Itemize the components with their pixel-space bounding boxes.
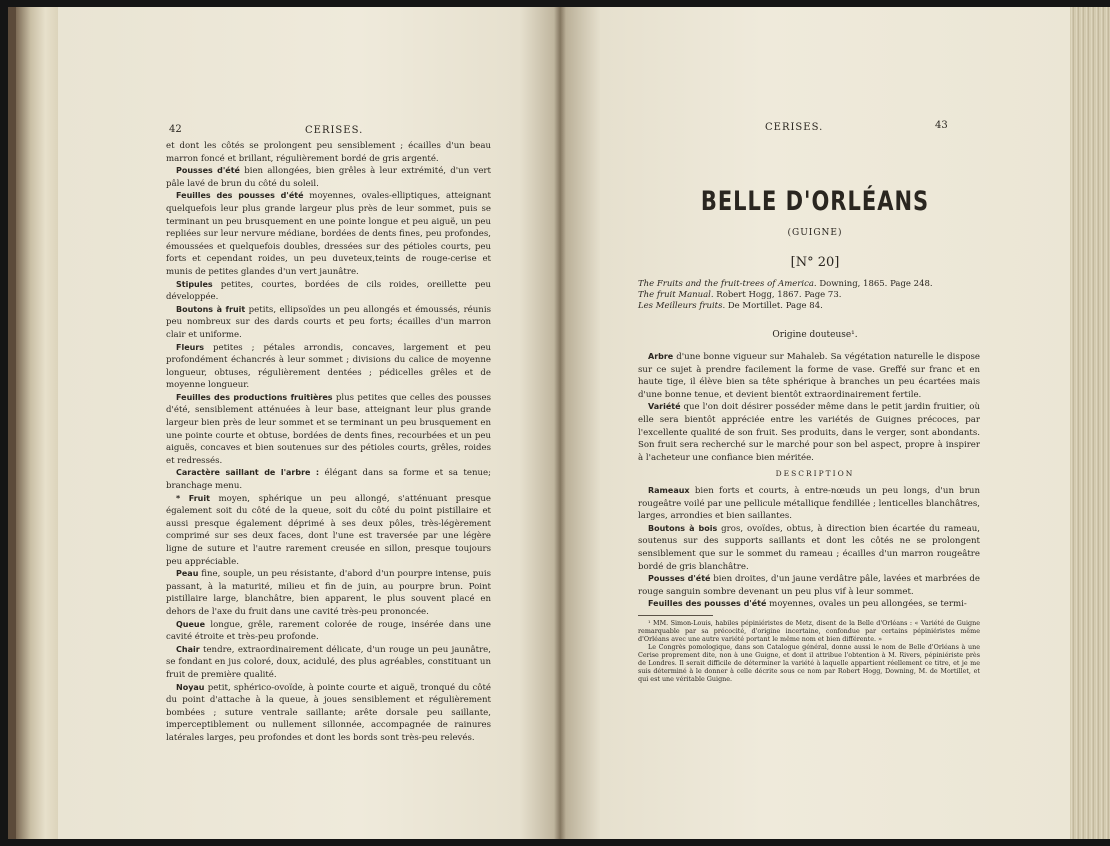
paragraph-label: Pousses d'été — [648, 574, 711, 584]
paragraph-label: Caractère saillant de l'arbre : — [176, 468, 320, 478]
paragraph — [638, 485, 980, 523]
paragraph-text: gros, ovoïdes, obtus, à direction bien écartée du rameau, soutenus sur des supports saillants et dont les côtés ne se prolongent sensiblement que sur le sommet du rameau ; écailles d'un marron rougeâtre bordé de gris blanchâtre. — [638, 523, 980, 572]
paragraph — [166, 682, 491, 745]
left-page-number: 42 — [169, 124, 182, 135]
paragraph-text: petits, ellipsoïdes un peu allongés et émoussés, réunis peu nombreux sur des dards courts et peu forts; écailles d'un marron clair et uniforme. — [166, 304, 491, 340]
paragraph-label: * Fruit — [176, 493, 210, 503]
paragraph — [638, 401, 980, 464]
paragraph-text: fine, souple, un peu résistante, d'abord d'un pourpre intense, puis passant, à la maturité, milieu et fin de juin, au pourpre brun. Point pistillaire large, blanchâtre, bien apparent, le plus souvent placé en dehors de l'axe du fruit dans une cavité très-peu prononcée. — [166, 569, 491, 617]
variety-title: BELLE D'ORLÉANS — [700, 186, 930, 216]
paragraph — [166, 467, 491, 492]
paragraph-text: moyennes, ovales-elliptiques, atteignant quelquefois leur plus grande largeur plus près de leur sommet, puis se terminant un peu brusquement en une pointe longue et peu aiguë, un peu repliées sur leur nervure médiane, bordées de dents fines, peu profondes, émoussées et quelquefois doubles, dressées sur des pétioles courts, peu forts et cependant roides, un peu duveteux,teints de rouge-cerise et munis de petites glandes d'un vert jaunâtre. — [166, 191, 491, 277]
paragraph-text: bien droites, d'un jaune verdâtre pâle, lavées et marbrées de rouge sanguin sombre devenant un peu plus vif à leur sommet. — [638, 574, 981, 597]
left-page — [58, 7, 560, 839]
paragraph-label: Chair — [176, 644, 200, 654]
paragraph — [166, 342, 491, 392]
book-gutter — [554, 7, 566, 839]
reference-work: The Fruits and the fruit-trees of America. — [638, 279, 817, 289]
right-page — [560, 7, 1070, 839]
paragraph-text: et dont les côtés se prolongent peu sensiblement ; écailles d'un beau marron foncé et brillant, régulièrement bordé de gris argenté. — [166, 141, 491, 164]
paragraph — [166, 165, 491, 190]
variety-subtitle: (GUIGNE) — [787, 228, 843, 238]
left-running-head: CERISES. — [305, 125, 364, 136]
paragraph-label: Boutons à fruit — [176, 304, 246, 314]
paragraph — [166, 493, 491, 569]
book-spread — [8, 7, 1105, 839]
paragraph-label: Feuilles des pousses d'été — [176, 191, 304, 201]
paragraph-label: Fleurs — [176, 342, 205, 352]
paragraph-label: Peau — [176, 569, 199, 579]
paragraph-text: longue, grêle, rarement colorée de rouge, insérée dans une cavité étroite et très-peu profonde. — [166, 619, 491, 643]
paragraph — [638, 573, 980, 598]
footnote-paragraph: Le Congrès pomologique, dans son Catalogue général, donne aussi le nom de Belle d'Orléans à une Cerise proprement dite, non à une Guigne, et dont il attribue l'obtention à M. Rivers, pépiniériste près de Londres. Il serait difficile de déterminer la variété à laquelle appartient réellement ce titre, et je me suis déterminé à le donner à celle décrite sous ce nom par Robert Hogg, Downing, M. de Mortillet, et qui est une véritable Guigne. — [638, 643, 980, 683]
paragraph-label: Boutons à bois — [648, 523, 718, 533]
description-heading: DESCRIPTION — [775, 469, 855, 478]
paragraph-label: Noyau — [176, 682, 205, 692]
paragraph-text: bien allongées, bien grêles à leur extrémité, d'un vert pâle lavé de brun du côté du soleil. — [166, 166, 491, 189]
paragraph-text: que l'on doit désirer posséder même dans le petit jardin fruitier, où elle sera bientôt appréciée entre les variétés de Guignes précoces, par l'excellente qualité de son fruit. Ses produits, dans le verger, sont abondants. Son fruit sera recherché sur le marché pour son bel aspect, propre à inspirer à l'acheteur une confiance bien méritée. — [638, 402, 980, 463]
paragraph-text: bien forts et courts, à entre-nœuds un peu longs, d'un brun rougeâtre voilé par une pellicule métallique fendillée ; lenticelles blanchâtres, larges, arrondies et bien saillantes. — [638, 486, 980, 522]
paragraph — [166, 392, 491, 468]
right-intro-paragraphs — [638, 351, 980, 464]
paragraph-label: Pousses d'été — [176, 166, 240, 176]
paragraph-text: moyennes, ovales un peu allongées, se termi- — [766, 599, 967, 610]
paragraph — [638, 523, 980, 573]
paragraph — [166, 190, 491, 278]
reference-entry — [638, 301, 978, 312]
paragraph — [166, 279, 491, 304]
paragraph — [638, 351, 980, 401]
paragraph-text: petites, courtes, bordées de cils roides, oreillette peu développée. — [166, 279, 491, 303]
footnote-paragraph: ¹ MM. Simon-Louis, habiles pépiniéristes de Metz, disent de la Belle d'Orléans : « Variété de Guigne remarquable par sa précocité, d'origine incertaine, confondue par certains pépiniéristes même d'Orléans avec une autre variété portant le même nom et bien différente. » — [638, 619, 980, 643]
paragraph-text: élégant dans sa forme et sa tenue; branchage menu. — [166, 468, 491, 492]
paragraph-text: plus petites que celles des pousses d'été, sensiblement atténuées à leur base, atteignant leur plus grande largeur bien près de leur sommet et se terminant un peu brusquement en une pointe courte et obtuse, bordées de dents fines, recourbées et un peu aiguës, concaves et bien soutenues sur des pétioles courts, grêles, roides et redressés. — [166, 392, 491, 466]
paragraph — [166, 568, 491, 618]
reference-details: De Mortillet. Page 84. — [725, 301, 823, 311]
right-page-number: 43 — [935, 120, 948, 131]
paragraph-label: Queue — [176, 619, 206, 629]
paragraph-text: petites ; pétales arrondis, concaves, largement et peu profondément échancrés à leur sommet ; divisions du calice de moyenne longueur, obtuses, régulièrement dentées ; pédicelles grêles et de moyenne longueur. — [166, 342, 491, 391]
paragraph-label: Variété — [648, 402, 681, 412]
footnote-rule — [638, 615, 713, 616]
footnotes — [638, 619, 980, 683]
paragraph-text: petit, sphérico-ovoïde, à pointe courte et aiguë, tronqué du côté du point d'attache à la queue, à joues sensiblement et régulièrement bombées ; suture ventrale saillante; arête dorsale peu saillante, imperceptiblement ou nullement sillonnée, accompagnée de rainures latérales larges, peu profondes et dont les bords sont très-peu relevés. — [166, 682, 491, 743]
paragraph-label: Rameaux — [648, 486, 690, 495]
paragraph — [638, 598, 980, 611]
right-running-head: CERISES. — [765, 122, 824, 133]
description-paragraphs — [638, 485, 980, 611]
reference-work: The fruit Manual. — [638, 290, 714, 300]
right-page-edges — [1070, 7, 1110, 839]
origin-note: Origine douteuse¹. — [772, 330, 858, 340]
left-text-column — [166, 140, 491, 745]
paragraph — [166, 619, 491, 644]
paragraph — [166, 140, 491, 165]
reference-entry — [638, 279, 978, 290]
paragraph-text: tendre, extraordinairement délicate, d'un rouge un peu jaunâtre, se fondant en jus coloré, doux, acidulé, des plus agréables, constituant un fruit de première qualité. — [166, 644, 491, 680]
paragraph-text: moyen, sphérique un peu allongé, s'atténuant presque également soit du côté de la queue, soit du côté du point pistillaire et aussi presque également déprimé à ses deux pôles, très-légèrement comprimé sur ses deux faces, dont l'une est traversée par une légère ligne de suture et l'autre rarement creusée en sillon, presque toujours peu appréciable. — [166, 493, 491, 567]
paragraph-label: Stipules — [176, 279, 213, 289]
paragraph-label: Feuilles des productions fruitières — [176, 392, 333, 402]
paragraph-label: Arbre — [648, 352, 674, 361]
reference-details: Robert Hogg, 1867. Page 73. — [713, 290, 842, 300]
reference-work: Les Meilleurs fruits. — [638, 301, 726, 311]
bibliography-references — [638, 279, 978, 312]
paragraph — [166, 644, 491, 682]
left-page-edges — [16, 7, 58, 839]
variety-number: [N° 20] — [790, 255, 840, 270]
paragraph-label: Feuilles des pousses d'été — [648, 599, 767, 609]
paragraph — [166, 304, 491, 342]
reference-entry — [638, 290, 978, 301]
paragraph-text: d'une bonne vigueur sur Mahaleb. Sa végétation naturelle le dispose sur ce sujet à prendre facilement la forme de vase. Greffé sur franc et en haute tige, il élève bien sa tête sphérique à branches un peu écartées mais d'une bonne tenue, et devient bientôt extraordinairement fertile. — [638, 352, 980, 400]
reference-details: Downing, 1865. Page 248. — [816, 279, 933, 289]
